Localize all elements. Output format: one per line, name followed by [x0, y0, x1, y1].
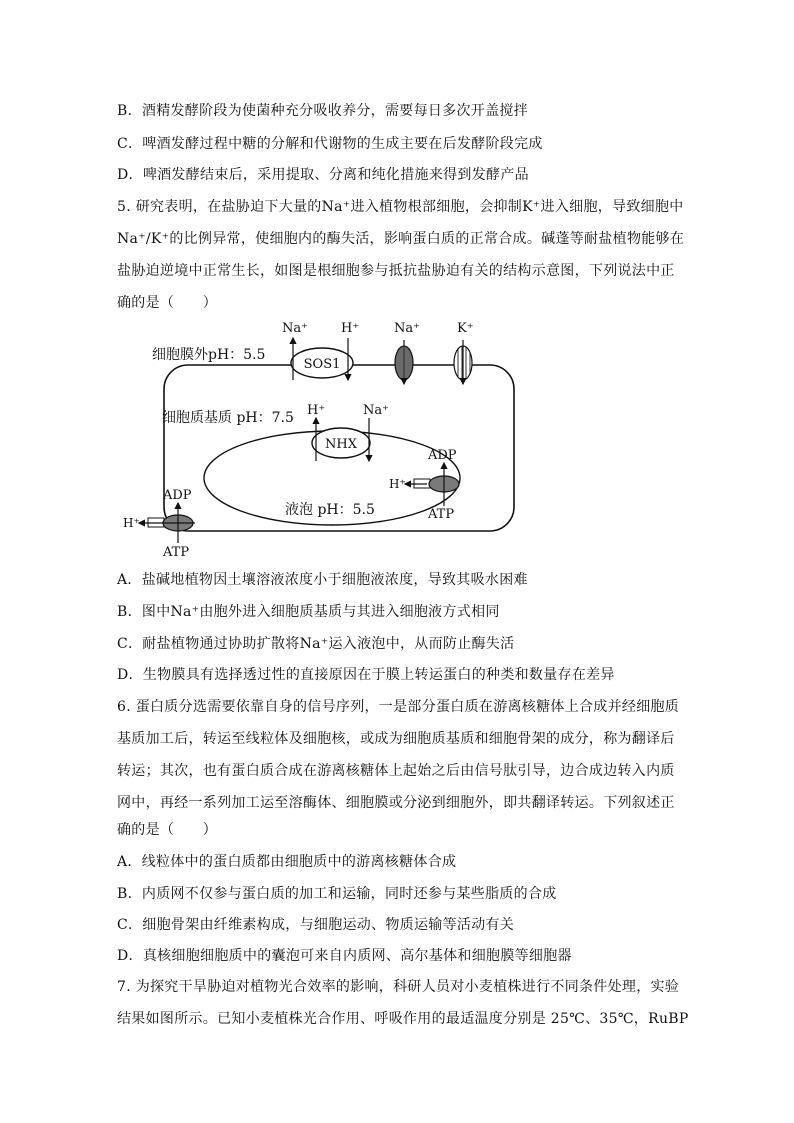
q5-option-a: A．盐碱地植物因土壤溶液浓度小于细胞液浓度，导致其吸水困难 [117, 572, 528, 588]
vacuole-ph-label: 液泡 pH：5.5 [285, 502, 375, 518]
q6-stem-line-4: 网中，再经一系列加工运至溶酶体、细胞膜或分泌到细胞外，即共翻译转运。下列叙述正 [117, 795, 675, 811]
outside-ph-label: 细胞膜外pH：5.5 [152, 347, 266, 363]
q5-stem-line-3: 盐胁迫逆境中正常生长，如图是根细胞参与抵抗盐胁迫有关的结构示意图，下列说法中正 [117, 263, 675, 279]
q5-stem-line-1: 5. 研究表明，在盐胁迫下大量的Na⁺进入植物根部细胞，会抑制K⁺进入细胞，导致细胞中 [117, 199, 684, 215]
q5-stem-line-4: 确的是（ ） [117, 295, 218, 311]
vacuole-pump-adp-label: ADP [428, 448, 457, 463]
q6-option-b: B．内质网不仅参与蛋白质的加工和运输，同时还参与某些脂质的合成 [117, 886, 557, 902]
q5-option-b: B．图中Na⁺由胞外进入细胞质基质与其进入细胞液方式相同 [117, 604, 500, 620]
q6-option-c: C．细胞骨架由纤维素构成，与细胞运动、物质运输等活动有关 [117, 917, 515, 933]
q5-stem-line-2: Na⁺/K⁺的比例异常，使细胞内的酶失活，影响蛋白质的正常合成。碱蓬等耐盐植物能够在 [117, 231, 685, 247]
root-cell-diagram [117, 318, 527, 563]
q6-option-d: D．真核细胞细胞质中的囊泡可来自内质网、高尔基体和细胞膜等细胞器 [117, 948, 572, 964]
na-channel-label: Na⁺ [394, 321, 420, 336]
k-channel-label: K⁺ [457, 321, 474, 336]
q6-option-a: A．线粒体中的蛋白质都由细胞质中的游离核糖体合成 [117, 854, 457, 870]
q6-stem-line-1: 6. 蛋白质分选需要依靠自身的信号序列，一是部分蛋白质在游离核糖体上合成并经细胞质 [117, 699, 680, 715]
sos1-na-label: Na⁺ [282, 321, 308, 336]
cytoplasm-ph-label: 细胞质基质 pH：7.5 [162, 410, 294, 426]
q7-stem-line-2: 结果如图所示。已知小麦植株光合作用、呼吸作用的最适温度分别是 25℃、35℃，RuBP [117, 1011, 689, 1027]
q6-stem-line-5: 确的是（ ） [117, 822, 218, 838]
q4-option-d: D．啤酒发酵结束后，采用提取、分离和纯化措施来得到发酵产品 [117, 167, 529, 183]
nhx-na-label: Na⁺ [363, 403, 389, 418]
membrane-pump-adp-label: ADP [163, 488, 192, 503]
nhx-h-label: H⁺ [307, 403, 326, 418]
q4-option-c: C．啤酒发酵过程中糖的分解和代谢物的生成主要在后发酵阶段完成 [117, 136, 543, 152]
membrane-pump-atp-label: ATP [163, 545, 190, 560]
sos1-label: SOS1 [303, 357, 341, 372]
q6-stem-line-3: 转运；其次，也有蛋白质合成在游离核糖体上起始之后由信号肽引导，边合成边转入内质 [117, 763, 675, 779]
nhx-label: NHX [325, 437, 357, 452]
membrane-pump-h-label: H⁺ [123, 516, 140, 530]
q5-option-c: C．耐盐植物通过协助扩散将Na⁺运入液泡中，从而防止酶失活 [117, 636, 515, 652]
vacuole-pump-atp-label: ATP [428, 507, 455, 522]
sos1-h-label: H⁺ [341, 321, 360, 336]
q5-option-d: D．生物膜具有选择透过性的直接原因在于膜上转运蛋白的种类和数量存在差异 [117, 667, 615, 683]
vacuole-pump-h-label: H⁺ [389, 477, 406, 491]
q7-stem-line-1: 7. 为探究干旱胁迫对植物光合效率的影响，科研人员对小麦植株进行不同条件处理，实验 [117, 979, 680, 995]
q4-option-b: B．酒精发酵阶段为使菌种充分吸收养分，需要每日多次开盖搅拌 [117, 103, 528, 119]
q6-stem-line-2: 基质加工后，转运至线粒体及细胞核，或成为细胞质基质和细胞骨架的成分，称为翻译后 [117, 731, 675, 747]
